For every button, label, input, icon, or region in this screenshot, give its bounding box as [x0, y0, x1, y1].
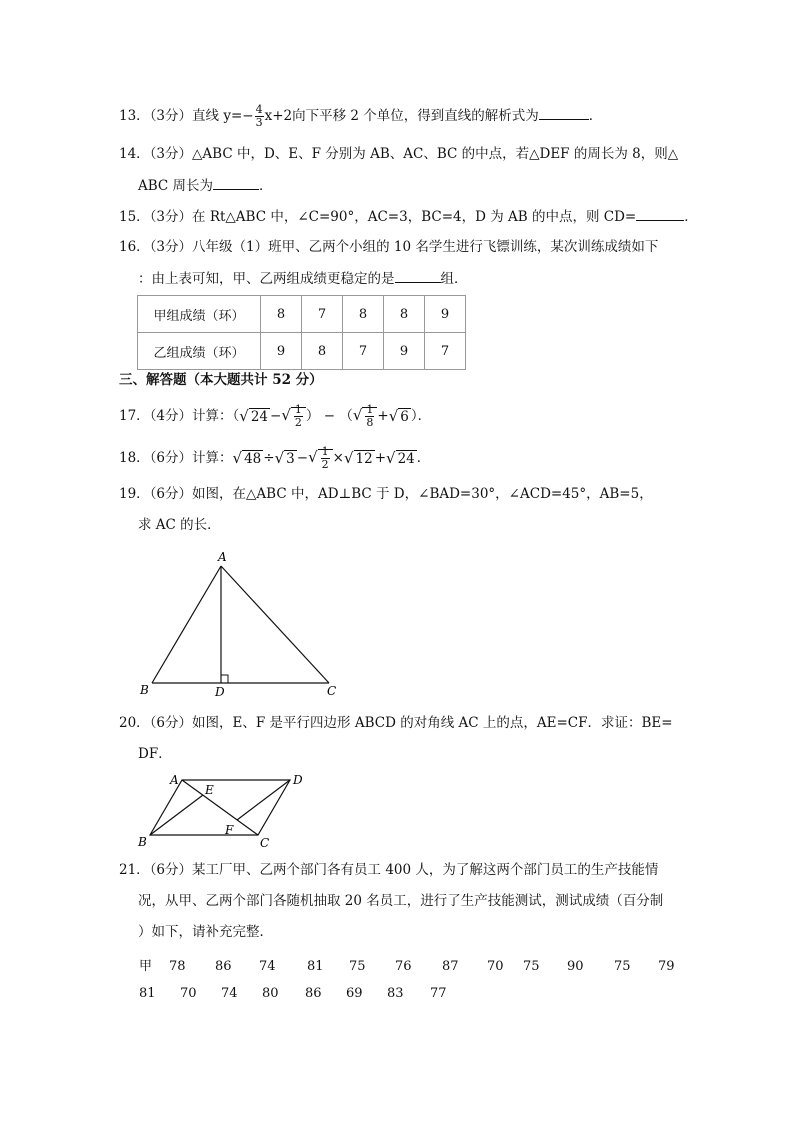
- data-value: 81: [139, 986, 156, 1001]
- question-text: 如图，E、F 是平行四边形 ABCD 的对角线 AC 上的点，AE=CF．求证：BE=: [192, 715, 673, 731]
- data-value: 75: [614, 959, 631, 974]
- vertex-label-c: C: [260, 836, 270, 850]
- segment-ac: [221, 566, 329, 683]
- fraction-numerator: 1: [366, 403, 374, 416]
- data-value: 81: [307, 959, 324, 974]
- question-number: 20．: [119, 715, 150, 731]
- fraction: [321, 446, 330, 471]
- question-end: ．: [684, 209, 698, 225]
- point-label-f: F: [225, 823, 234, 837]
- question-text: 求 AC 的长．: [138, 517, 221, 533]
- question-score: （6分）: [149, 862, 193, 878]
- question-end: ．: [417, 408, 432, 424]
- radicand: 24: [250, 409, 269, 425]
- segment-be: [150, 795, 203, 835]
- table-cell: 7: [302, 296, 343, 333]
- question-20-cont: [138, 744, 172, 764]
- vertex-label-d: D: [215, 685, 225, 699]
- sqrt-expression: √ 3: [274, 449, 295, 467]
- question-text: ）如下，请补充完整．: [138, 924, 273, 940]
- sqrt-expression: √ $\frac{1}{2}$: [281, 404, 306, 429]
- answer-blank: [213, 175, 259, 190]
- question-21: [119, 860, 658, 880]
- row-label: 甲: [139, 959, 153, 974]
- table-row-header: 乙组成绩（环）: [138, 333, 261, 370]
- question-text: △ABC 中，D、E、F 分别为 AB、AC、BC 的中点，若△DEF 的周长为 8，则△: [192, 146, 679, 162]
- table-cell: 8: [384, 296, 425, 333]
- table-cell: 9: [261, 333, 302, 370]
- data-value: 80: [262, 986, 279, 1001]
- paren: （: [232, 408, 240, 424]
- question-text: 在 Rt△ABC 中，∠C=90°，AC=3，BC=4，D 为 AB 的中点，则 CD=: [192, 209, 637, 225]
- question-number: 18．: [119, 450, 150, 466]
- question-score: （6分）: [149, 486, 193, 502]
- question-15: [119, 206, 698, 227]
- vertex-label-c: C: [327, 684, 337, 698]
- fraction: [255, 104, 264, 129]
- data-value: 79: [658, 959, 675, 974]
- question-text: 如图，在△ABC 中，AD⊥BC 于 D，∠BAD=30°，∠ACD=45°，AB=5，: [192, 486, 653, 502]
- question-number: 15．: [119, 209, 150, 225]
- fraction-denominator: 8: [366, 416, 374, 429]
- answer-blank: [539, 105, 589, 120]
- table-cell: 9: [384, 333, 425, 370]
- question-14: [119, 144, 678, 164]
- answer-blank: [395, 268, 441, 283]
- plus-sign: +: [374, 450, 386, 466]
- table-row: [138, 296, 466, 333]
- vertex-label-a: A: [218, 550, 227, 564]
- data-value: 86: [305, 986, 322, 1001]
- radicand: 24: [397, 451, 415, 467]
- vertex-label-b: B: [138, 835, 147, 849]
- question-18: [119, 446, 430, 471]
- question-21-cont: [138, 891, 663, 911]
- question-16: [119, 237, 658, 257]
- table-cell: 8: [302, 333, 343, 370]
- table-cell: 9: [425, 296, 466, 333]
- sqrt-expression: √ 12: [343, 449, 373, 467]
- question-19: [119, 484, 653, 504]
- question-19-cont: [138, 515, 221, 535]
- question-number: 19．: [119, 486, 150, 502]
- question-text: x+2向下平移 2 个单位，得到直线的解析式为: [264, 108, 539, 124]
- sqrt-expression: √ $\frac{1}{2}$: [308, 446, 333, 471]
- question-number: 21．: [119, 862, 150, 878]
- data-value: 78: [169, 959, 186, 974]
- section-heading: 三、解答题（本大题共计 52 分）: [119, 372, 323, 388]
- question-text: 八年级（1）班甲、乙两个小组的 10 名学生进行飞镖训练，某次训练成绩如下: [192, 239, 659, 255]
- triangle-figure: [135, 548, 350, 703]
- question-text: ABC 周长为: [138, 178, 214, 194]
- fraction: [294, 404, 303, 429]
- score-data-row-2: [139, 986, 450, 1001]
- table-row: [138, 333, 466, 370]
- question-21-cont: [138, 922, 273, 942]
- question-number: 17．: [119, 408, 150, 424]
- question-end: ．: [416, 450, 431, 466]
- score-table: [137, 295, 466, 370]
- fraction-denominator: 2: [321, 458, 329, 471]
- sqrt-expression: √ 48: [232, 449, 262, 467]
- segment-ab: [152, 566, 221, 683]
- data-value: 77: [430, 986, 447, 1001]
- question-score: （3分）: [149, 239, 193, 255]
- point-label-e: E: [205, 783, 214, 797]
- paren: ）: [410, 408, 418, 424]
- times-sign: ×: [332, 450, 344, 466]
- question-text: 直线 y=: [192, 108, 243, 124]
- data-value: 69: [346, 986, 363, 1001]
- data-value: 83: [387, 986, 404, 1001]
- minus-sign: −: [270, 408, 282, 424]
- question-score: （6分）: [149, 715, 193, 731]
- vertex-label-b: B: [140, 683, 149, 697]
- data-value: 70: [487, 959, 504, 974]
- fraction-numerator: 1: [294, 403, 302, 416]
- segment-df: [237, 780, 290, 820]
- question-score: （4分）: [149, 408, 193, 424]
- data-value: 90: [567, 959, 584, 974]
- radicand: 6: [400, 409, 409, 425]
- question-score: （3分）: [149, 146, 193, 162]
- sqrt-expression: √ 6: [388, 407, 409, 425]
- radicand: 12: [355, 451, 373, 467]
- data-value: 74: [221, 986, 238, 1001]
- parallelogram-figure: [135, 768, 310, 853]
- minus-sign: −: [296, 450, 309, 466]
- plus-sign: +: [377, 408, 389, 424]
- question-score: （3分）: [149, 108, 193, 124]
- diagonal-ac: [182, 780, 258, 835]
- fraction-numerator: 4: [255, 103, 263, 116]
- table-cell: 8: [261, 296, 302, 333]
- question-17: [119, 404, 431, 429]
- question-end: 组．: [440, 271, 468, 287]
- table-row-header: 甲组成绩（环）: [138, 296, 261, 333]
- minus-sign: −: [242, 108, 254, 124]
- question-label: 计算：: [192, 450, 233, 466]
- score-data-row-1: [139, 955, 678, 974]
- fraction-denominator: 3: [255, 116, 263, 129]
- question-number: 13．: [119, 108, 150, 124]
- minus-sign: −: [323, 408, 336, 424]
- question-text: DF．: [138, 746, 172, 762]
- question-text: ：由上表可知，甲、乙两组成绩更稳定的是: [138, 271, 395, 287]
- right-angle-mark: [221, 675, 228, 683]
- table-cell: 7: [425, 333, 466, 370]
- question-number: 14．: [119, 146, 150, 162]
- question-14-cont: [138, 175, 273, 196]
- paren: （: [339, 408, 353, 424]
- question-13: [119, 104, 602, 129]
- data-value: 74: [259, 959, 276, 974]
- data-value: 87: [442, 959, 459, 974]
- data-value: 70: [180, 986, 197, 1001]
- question-end: ．: [588, 108, 603, 124]
- vertex-label-d: D: [293, 773, 303, 787]
- question-text: 某工厂甲、乙两个部门各有员工 400 人，为了解这两个部门员工的生产技能情: [192, 862, 659, 878]
- paren: ）: [305, 408, 320, 424]
- question-score: （6分）: [149, 450, 193, 466]
- answer-blank: [636, 206, 684, 221]
- divide-sign: ÷: [263, 450, 275, 466]
- question-label: 计算：: [192, 408, 233, 424]
- table-cell: 8: [343, 296, 384, 333]
- fraction-numerator: 1: [321, 445, 329, 458]
- radicand: 3: [286, 451, 295, 467]
- data-value: 76: [395, 959, 412, 974]
- data-value: 75: [523, 959, 540, 974]
- vertex-label-a: A: [170, 773, 179, 787]
- question-16-cont: [138, 268, 468, 289]
- sqrt-expression: √ 24: [386, 449, 415, 467]
- question-score: （3分）: [149, 209, 193, 225]
- fraction: [365, 404, 374, 429]
- table-cell: 7: [343, 333, 384, 370]
- sqrt-expression: √ $\frac{1}{8}$: [353, 404, 378, 429]
- fraction-denominator: 2: [294, 416, 302, 429]
- question-end: ．: [259, 178, 273, 194]
- question-number: 16．: [119, 239, 150, 255]
- radicand: 48: [244, 451, 262, 467]
- data-value: 86: [215, 959, 232, 974]
- question-text: 况，从甲、乙两个部门各随机抽取 20 名员工，进行了生产技能测试，测试成绩（百分制: [138, 893, 664, 909]
- sqrt-expression: √ 24: [239, 407, 269, 425]
- data-value: 75: [349, 959, 366, 974]
- question-20: [119, 713, 673, 733]
